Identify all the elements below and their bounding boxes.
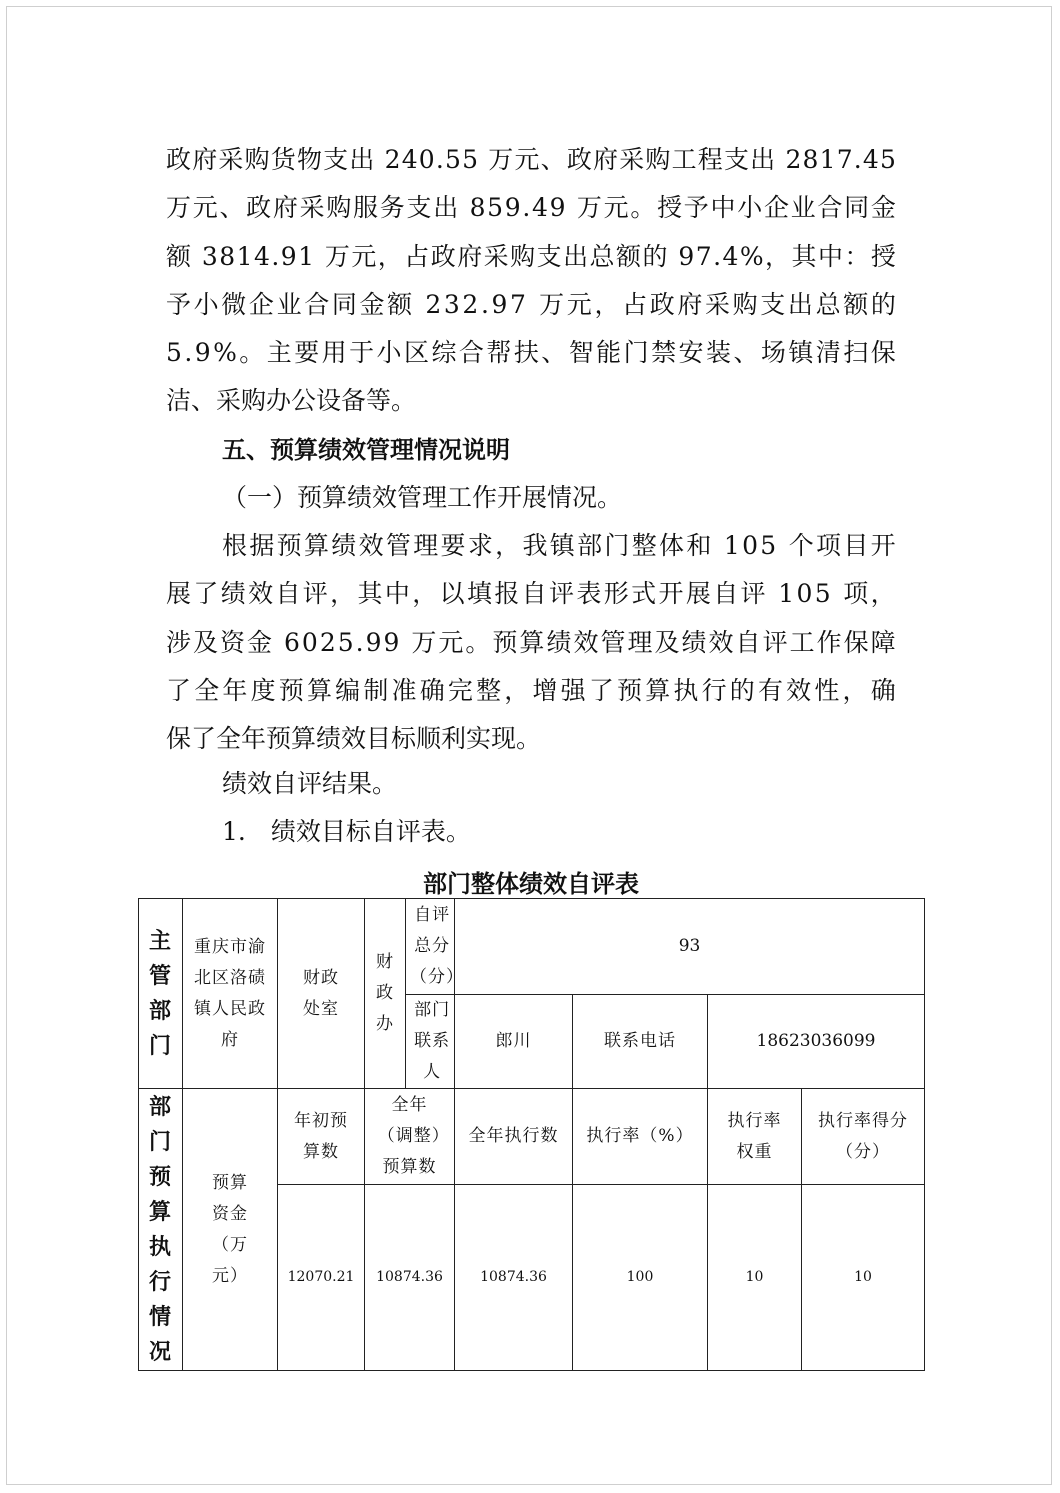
table-cell: 10874.36	[365, 1185, 455, 1371]
text-line: 保了全年预算绩效目标顺利实现。	[166, 724, 542, 754]
text-line: 展 了 绩 效 自 评 ， 其 中 ， 以 填 报 自 评 表 形 式 开 展 自 评 1 0 5 项 ，	[166, 579, 896, 609]
phone-label: 联系电话	[573, 995, 708, 1089]
contact-name: 郎川	[455, 995, 573, 1089]
text-line: 予 小 微 企 业 合 同 金 额 2 3 2 . 9 7 万 元 ， 占 政 府 采 购 支 出 总 额 的	[166, 289, 896, 319]
supervisor-label: 主管部门	[139, 899, 183, 1089]
list-item: 1. 绩效目标自评表。	[222, 817, 471, 846]
text-line: 额 3 8 1 4 . 9 1 万 元 ， 占 政 府 采 购 支 出 总 额 的 9 7 . 4 % ， 其 中 ： 授	[166, 241, 896, 271]
paragraph-performance	[166, 522, 896, 763]
finance-office-value: 财政办	[365, 899, 406, 1089]
sub-heading: （一）预算绩效管理工作开展情况。	[222, 483, 623, 512]
table-cell: 100	[573, 1185, 708, 1371]
results-heading: 绩效自评结果。	[222, 769, 398, 798]
finance-office-label: 财政处室	[278, 899, 365, 1089]
table-cell: 10	[802, 1185, 925, 1371]
table-title: 部门整体绩效自评表	[423, 870, 639, 898]
text-line: 政 府 采 购 货 物 支 出 2 4 0 . 5 5 万 元 、 政 府 采 购 工 程 支 出 2 8 1 7 . 4 5	[166, 145, 896, 174]
funds-label: 预算资金（万元）	[183, 1089, 278, 1371]
section-heading: 五、预算绩效管理情况说明	[222, 436, 510, 464]
column-header: 年初预算数	[278, 1089, 365, 1185]
column-header: 执行率得分（分）	[802, 1089, 925, 1185]
self-score-label: 自评总分（分）	[406, 899, 455, 995]
column-header: 全年（调整）预算数	[365, 1089, 455, 1185]
text-line: 洁、采购办公设备等。	[166, 386, 417, 416]
text-line: 5 . 9 % 。 主 要 用 于 小 区 综 合 帮 扶 、 智 能 门 禁 安 装 、 场 镇 清 扫 保	[166, 338, 896, 368]
text-line: 了 全 年 度 预 算 编 制 准 确 完 整 ， 增 强 了 预 算 执 行 的 有 效 性 ， 确	[166, 675, 896, 705]
column-header: 执行率权重	[708, 1089, 802, 1185]
self-score-value: 93	[455, 899, 925, 995]
supervisor-name: 重庆市渝北区洛碛镇人民政府	[183, 899, 278, 1089]
table-cell: 12070.21	[278, 1185, 365, 1371]
execution-label: 部门预算执行情况	[139, 1089, 183, 1371]
column-header: 执行率（%）	[573, 1089, 708, 1185]
performance-table	[138, 898, 925, 1371]
column-header: 全年执行数	[455, 1089, 573, 1185]
text-line: 根 据 预 算 绩 效 管 理 要 求 ， 我 镇 部 门 整 体 和 1 0 5 个 项 目 开	[222, 531, 896, 560]
paragraph-procurement	[166, 136, 896, 426]
text-line: 涉 及 资 金 6 0 2 5 . 9 9 万 元 。 预 算 绩 效 管 理 及 绩 效 自 评 工 作 保 障	[166, 627, 896, 657]
table-cell: 10	[708, 1185, 802, 1371]
table-cell: 10874.36	[455, 1185, 573, 1371]
phone-value: 18623036099	[708, 995, 925, 1089]
contact-label: 部门联系人	[406, 995, 455, 1089]
text-line: 万 元 、 政 府 采 购 服 务 支 出 8 5 9 . 4 9 万 元 。 授 予 中 小 企 业 合 同 金	[166, 193, 896, 223]
